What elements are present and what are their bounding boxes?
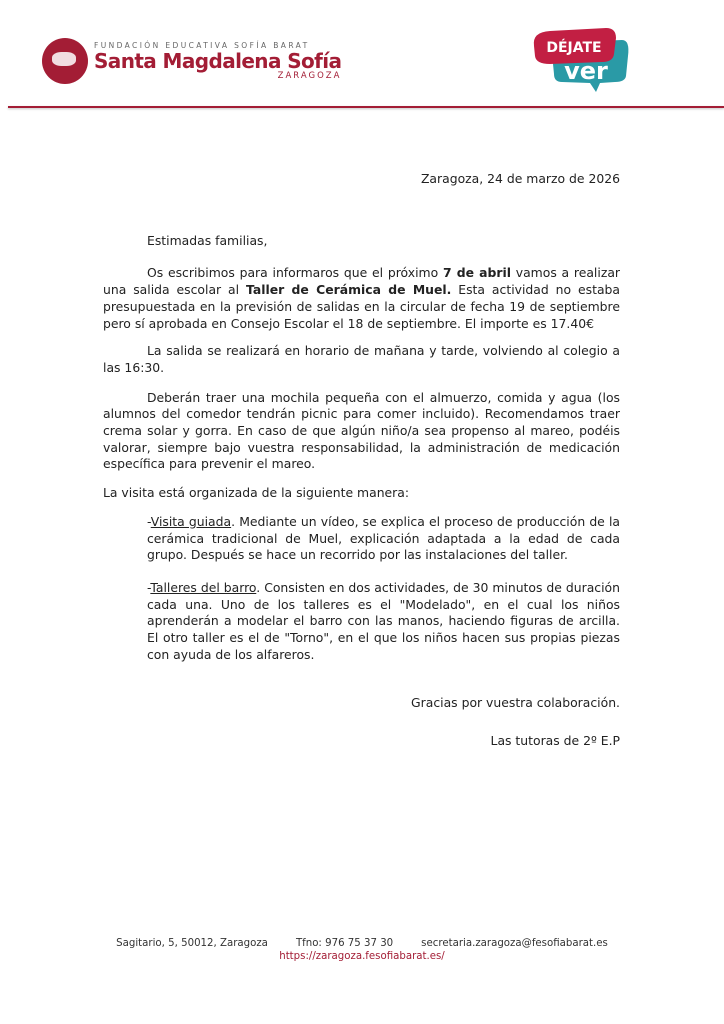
letter-body	[103, 171, 620, 750]
paragraph-4: La visita está organizada de la siguiente manera:	[103, 485, 410, 501]
activity-title: Talleres del barro	[150, 579, 257, 595]
footer-website-link[interactable]: https://zaragoza.fesofiabarat.es/	[279, 951, 445, 962]
p1-text: Esta actividad no estaba presupuestada en la previsión de salidas en la circular de fecha 19 de septiembre pero sí aprobada en Consejo Escolar el 18 de septiembre. El importe es 17.40€	[103, 282, 620, 331]
footer-email[interactable]: secretaria.zaragoza@fesofiabarat.es	[421, 938, 608, 949]
closing-thanks: Gracias por vuestra colaboración.	[411, 695, 620, 711]
p1-text: vamos a realizar una salida escolar al	[103, 265, 621, 298]
logo-city: ZARAGOZA	[277, 70, 342, 81]
paragraph-1	[103, 265, 620, 332]
activity-text: . Consisten en dos actividades, de 30 minutos de duración cada una. Uno de los talleres es el "Modelado", en el cual los niños aprenderán a modelar el barro con las manos, haciendo figuras de arcilla. El otro taller es el de "Torno", en el que los niños hacen sus propias piezas con ayuda de los alfareros.	[147, 579, 620, 662]
trip-destination: Taller de Cerámica de Muel.	[246, 282, 452, 298]
footer-phone: Tfno: 976 75 37 30	[295, 938, 394, 949]
greeting: Estimadas familias,	[147, 232, 268, 248]
activity-text: . Mediante un vídeo, se explica el proceso de producción de la cerámica tradicional de Muel, explicación adaptada a la edad de cada grupo. Después se hace un recorrido por las instalaciones del taller.	[147, 513, 620, 563]
logo-school-name: Santa Magdalena Sofía	[94, 48, 342, 73]
activity-title: Visita guiada	[150, 513, 232, 529]
globe-logo-icon	[42, 38, 88, 84]
letter-date: Zaragoza, 24 de marzo de 2026	[420, 171, 620, 186]
p1-text: Os escribimos para informaros que el próximo	[147, 265, 443, 281]
badge-line1: DÉJATE	[546, 40, 602, 56]
footer-address: Sagitario, 5, 50012, Zaragoza	[116, 938, 268, 949]
footer	[0, 938, 724, 962]
school-logo	[42, 38, 341, 84]
badge-line2: ver	[564, 57, 608, 85]
logo-foundation: FUNDACIÓN EDUCATIVA SOFÍA BARAT	[94, 41, 310, 50]
header-divider	[8, 106, 724, 108]
activity-visita-guiada: -Visita guiada. Mediante un vídeo, se explica el proceso de producción de la cerámica tradicional de Muel, explicación adaptada a la edad de cada grupo. Después se hace un recorrido por las instalaciones del taller.	[147, 513, 620, 563]
dejate-ver-badge-icon	[530, 26, 630, 92]
paragraph-3: Deberán traer una mochila pequeña con el almuerzo, comida y agua (los alumnos del comedor tendrán picnic para comer incluido). Recomendamos traer crema solar y gorra. En caso de que algún niño/a sea propenso al mareo, podéis valorar, siempre bajo vuestra responsabilidad, la administración de medicación específica para prevenir el mareo.	[103, 389, 620, 472]
activity-talleres: -Talleres del barro. Consisten en dos actividades, de 30 minutos de duración cada una. Uno de los talleres es el "Modelado", en el cual los niños aprenderán a modelar el barro con las manos, haciendo figuras de arcilla. El otro taller es el de "Torno", en el que los niños hacen sus propias piezas con ayuda de los alfareros.	[147, 579, 620, 662]
signature: Las tutoras de 2º E.P	[490, 733, 620, 749]
paragraph-2: La salida se realizará en horario de mañana y tarde, volviendo al colegio a las 16:30.	[103, 343, 620, 375]
trip-date: 7 de abril	[442, 265, 511, 281]
letterhead	[0, 0, 724, 110]
